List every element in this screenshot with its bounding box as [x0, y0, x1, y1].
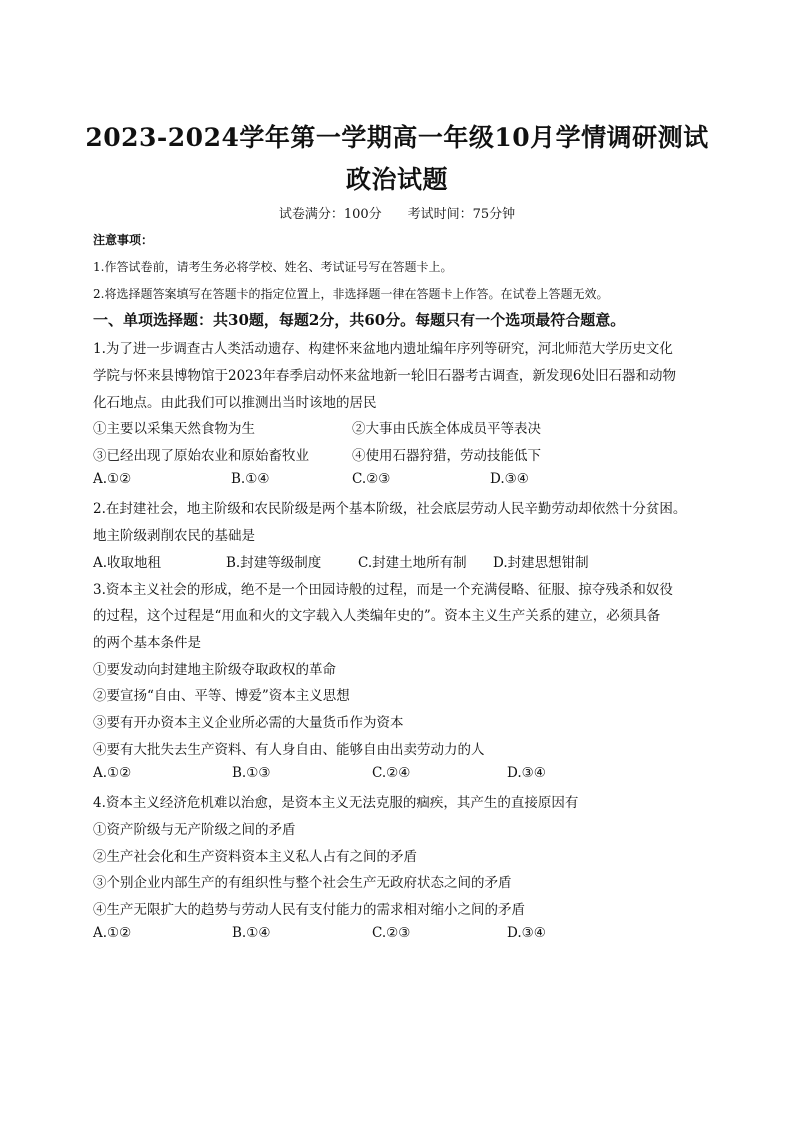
option-b: B.①④: [232, 925, 271, 941]
notice-item: 1.作答试卷前，请考生务必将学校、姓名、考试证号写在答题卡上。: [93, 260, 453, 274]
statement-item: ①要发动向封建地主阶级夺取政权的革命: [93, 662, 336, 678]
exam-info: 试卷满分：100分 考试时间：75分钟: [278, 207, 516, 222]
notice-item: 2.将选择题答案填写在答题卡的指定位置上，非选择题一律在答题卡上作答。在试卷上答题无效。: [93, 287, 609, 301]
question-stem: 的两个基本条件是: [93, 635, 201, 651]
option-a: A.收取地租: [93, 555, 162, 571]
statement-item: ①资产阶级与无产阶级之间的矛盾: [93, 822, 296, 838]
question-stem: 2.在封建社会，地主阶级和农民阶级是两个基本阶级，社会底层劳动人民辛勤劳动却依然十分贫困。: [93, 501, 687, 517]
question-stem: 学院与怀来县博物馆于2023年春季启动怀来盆地新一轮旧石器考古调查，新发现6处旧石器和动物: [93, 368, 676, 384]
statement-item: ①主要以采集天然食物为生: [93, 421, 255, 437]
notice-heading: 注意事项：: [93, 233, 154, 247]
question-stem: 4.资本主义经济危机难以治愈，是资本主义无法克服的痼疾，其产生的直接原因有: [93, 795, 579, 811]
question-stem: 的过程，这个过程是“用血和火的文字载入人类编年史的”。资本主义生产关系的建立，必须具备: [93, 608, 661, 624]
question-stem: 1.为了进一步调查古人类活动遗存、构建怀来盆地内遗址编年序列等研究，河北师范大学历史文化: [93, 341, 673, 357]
option-a: A.①②: [93, 925, 132, 941]
statement-item: ②大事由氏族全体成员平等表决: [352, 421, 541, 437]
question-stem: 3.资本主义社会的形成，绝不是一个田园诗般的过程，而是一个充满侵略、征服、掠夺残杀和奴役: [93, 582, 673, 598]
option-c: C.②④: [372, 765, 411, 781]
statement-item: ④生产无限扩大的趋势与劳动人民有支付能力的需求相对缩小之间的矛盾: [93, 902, 525, 918]
option-d: D.封建思想钳制: [493, 555, 589, 571]
option-a: A.①②: [93, 471, 132, 487]
exam-title: 2023-2024学年第一学期高一年级10月学情调研测试: [85, 123, 709, 152]
option-d: D.③④: [507, 925, 546, 941]
option-b: B.封建等级制度: [226, 555, 322, 571]
question-stem: 地主阶级剥削农民的基础是: [93, 528, 255, 544]
option-b: B.①③: [232, 765, 271, 781]
option-b: B.①④: [231, 471, 270, 487]
statement-item: ②生产社会化和生产资料资本主义私人占有之间的矛盾: [93, 849, 417, 865]
option-d: D.③④: [507, 765, 546, 781]
statement-item: ③已经出现了原始农业和原始畜牧业: [93, 448, 309, 464]
option-c: C.封建土地所有制: [358, 555, 467, 571]
option-c: C.②③: [372, 925, 411, 941]
subject-title: 政治试题: [345, 165, 448, 194]
option-a: A.①②: [93, 765, 132, 781]
statement-item: ②要宣扬“自由、平等、博爱”资本主义思想: [93, 688, 350, 704]
statement-item: ③要有开办资本主义企业所必需的大量货币作为资本: [93, 715, 404, 731]
statement-item: ④使用石器狩猎，劳动技能低下: [352, 448, 541, 464]
statement-item: ③个别企业内部生产的有组织性与整个社会生产无政府状态之间的矛盾: [93, 875, 512, 891]
statement-item: ④要有大批失去生产资料、有人身自由、能够自由出卖劳动力的人: [93, 742, 485, 758]
question-stem: 化石地点。由此我们可以推测出当时该地的居民: [93, 395, 377, 411]
option-c: C.②③: [352, 471, 391, 487]
option-d: D.③④: [490, 471, 529, 487]
section-heading: 一、单项选择题：共30题，每题2分，共60分。每题只有一个选项最符合题意。: [93, 311, 626, 329]
